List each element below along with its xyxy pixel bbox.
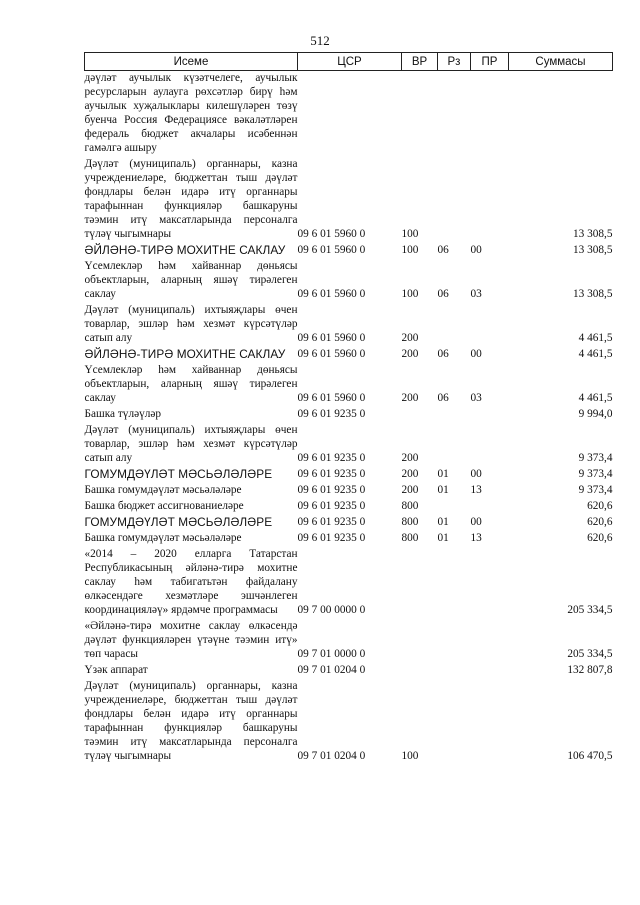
cell-vr: 200 bbox=[401, 484, 419, 496]
cell-pr bbox=[471, 157, 509, 243]
cell-csr: 09 6 01 5960 0 bbox=[297, 228, 366, 240]
cell-rz bbox=[438, 663, 471, 679]
cell-sum: 620,6 bbox=[587, 532, 613, 544]
cell-sum: 9 373,4 bbox=[578, 484, 613, 496]
cell-csr: 09 6 01 5960 0 bbox=[297, 348, 366, 360]
cell-name: Үсемлекләр һәм хайваннар дөньясы объектларын, аларның яшәү тирәлеген саклау bbox=[84, 364, 298, 404]
budget-table bbox=[84, 52, 613, 765]
cell-vr bbox=[402, 71, 438, 158]
cell-sum: 9 373,4 bbox=[578, 468, 613, 480]
cell-name: Дәүләт (муниципаль) органнары, казна учреждениеләре, бюджеттан тыш дәүләт фондлары белән идарә итү органнары тарафыннан функцияләр башкаруны тәэмин итү максатларында персоналга түләү чыгымнары bbox=[84, 680, 298, 762]
cell-csr: 09 6 01 9235 0 bbox=[297, 408, 366, 420]
cell-rz: 06 bbox=[437, 392, 449, 404]
table-row bbox=[85, 347, 613, 363]
cell-sum: 106 470,5 bbox=[567, 750, 613, 762]
cell-csr: 09 7 01 0204 0 bbox=[297, 750, 366, 762]
cell-sum: 205 334,5 bbox=[567, 604, 613, 616]
cell-csr: 09 6 01 5960 0 bbox=[297, 392, 366, 404]
table-row bbox=[85, 499, 613, 515]
cell-sum: 205 334,5 bbox=[567, 648, 613, 660]
cell-rz bbox=[438, 407, 471, 423]
cell-vr: 100 bbox=[401, 244, 419, 256]
column-header-csr: ЦСР bbox=[298, 53, 402, 71]
cell-rz bbox=[438, 303, 471, 347]
cell-pr: 03 bbox=[470, 288, 482, 300]
table-body bbox=[85, 71, 613, 766]
cell-vr: 200 bbox=[401, 392, 419, 404]
cell-vr: 200 bbox=[401, 452, 419, 464]
table-row bbox=[85, 363, 613, 407]
table-row bbox=[85, 679, 613, 765]
cell-sum: 4 461,5 bbox=[578, 348, 613, 360]
cell-rz: 06 bbox=[437, 244, 449, 256]
table-row bbox=[85, 531, 613, 547]
table-row bbox=[85, 423, 613, 467]
cell-pr bbox=[471, 71, 509, 158]
cell-vr: 100 bbox=[401, 228, 419, 240]
column-header-pr: ПР bbox=[471, 53, 509, 71]
cell-csr: 09 6 01 9235 0 bbox=[297, 468, 366, 480]
table-row bbox=[85, 243, 613, 259]
cell-csr: 09 6 01 9235 0 bbox=[297, 484, 366, 496]
cell-vr: 200 bbox=[401, 332, 419, 344]
cell-sum: 620,6 bbox=[587, 500, 613, 512]
cell-pr bbox=[471, 423, 509, 467]
cell-vr: 100 bbox=[401, 288, 419, 300]
column-header-name: Исеме bbox=[85, 53, 298, 71]
cell-csr: 09 7 00 0000 0 bbox=[297, 604, 366, 616]
cell-name: Дәүләт (муниципаль) ихтыяҗлары өчен товарлар, эшләр һәм хезмәт күрсәтүләр сатып алу bbox=[84, 304, 298, 344]
cell-sum: 9 994,0 bbox=[578, 408, 613, 420]
cell-rz: 06 bbox=[437, 348, 449, 360]
cell-vr bbox=[402, 407, 438, 423]
table-row bbox=[85, 71, 613, 158]
cell-sum: 132 807,8 bbox=[567, 664, 613, 676]
cell-vr: 800 bbox=[401, 516, 419, 528]
cell-csr: 09 6 01 5960 0 bbox=[297, 288, 366, 300]
cell-sum: 13 308,5 bbox=[572, 228, 613, 240]
cell-pr bbox=[471, 679, 509, 765]
cell-name: Башка түләүләр bbox=[84, 408, 162, 420]
table-header bbox=[85, 53, 613, 71]
cell-rz bbox=[438, 619, 471, 663]
cell-sum: 9 373,4 bbox=[578, 452, 613, 464]
cell-vr bbox=[402, 547, 438, 619]
cell-pr: 03 bbox=[470, 392, 482, 404]
cell-csr: 09 6 01 5960 0 bbox=[297, 244, 366, 256]
cell-vr: 800 bbox=[401, 500, 419, 512]
cell-csr: 09 6 01 9235 0 bbox=[297, 452, 366, 464]
cell-pr bbox=[471, 619, 509, 663]
page-number: 512 bbox=[310, 33, 330, 48]
cell-rz bbox=[438, 679, 471, 765]
cell-pr: 00 bbox=[470, 244, 482, 256]
cell-pr: 13 bbox=[470, 532, 482, 544]
cell-name: Дәүләт (муниципаль) ихтыяҗлары өчен товарлар, эшләр һәм хезмәт күрсәтүләр сатып алу bbox=[84, 424, 298, 464]
cell-csr: 09 6 01 9235 0 bbox=[297, 500, 366, 512]
cell-name: ӘЙЛӘНӘ-ТИРӘ МОХИТНЕ САКЛАУ bbox=[84, 243, 286, 257]
cell-rz: 01 bbox=[437, 468, 449, 480]
cell-name: Башка бюджет ассигнованиеләре bbox=[84, 500, 244, 512]
cell-rz bbox=[438, 71, 471, 158]
cell-sum bbox=[509, 71, 613, 158]
cell-vr: 200 bbox=[401, 348, 419, 360]
cell-sum: 620,6 bbox=[587, 516, 613, 528]
cell-name: Үсемлекләр һәм хайваннар дөньясы объектларын, аларның яшәү тирәлеген саклау bbox=[84, 260, 298, 300]
table-row bbox=[85, 663, 613, 679]
cell-name: ГОМУМДӘҮЛӘТ МӘСЬӘЛӘЛӘРЕ bbox=[84, 467, 273, 481]
cell-pr: 00 bbox=[470, 516, 482, 528]
table-row bbox=[85, 259, 613, 303]
cell-vr bbox=[402, 663, 438, 679]
cell-name: «2014 – 2020 елларга Татарстан Республикасының әйләнә-тирә мохитне саклау һәм табигатьтән файдалану өлкәсендәге хезмәтләре эшчәнлеген координацияләү» ярдәмче программасы bbox=[84, 548, 298, 616]
cell-csr: 09 7 01 0000 0 bbox=[297, 648, 366, 660]
cell-rz bbox=[438, 157, 471, 243]
cell-rz bbox=[438, 499, 471, 515]
cell-csr: 09 7 01 0204 0 bbox=[297, 664, 366, 676]
cell-name: «Әйләнә-тирә мохитне саклау өлкәсендә дәүләт функцияләрен үтәүне тәэмин итү» төп чарасы bbox=[84, 620, 298, 660]
table-row bbox=[85, 483, 613, 499]
table-row bbox=[85, 547, 613, 619]
cell-name: Башка гомумдәүләт мәсьәләләре bbox=[84, 532, 242, 544]
cell-csr bbox=[298, 71, 402, 158]
cell-rz: 06 bbox=[437, 288, 449, 300]
cell-rz: 01 bbox=[437, 484, 449, 496]
cell-vr: 800 bbox=[401, 532, 419, 544]
table-row bbox=[85, 157, 613, 243]
cell-rz: 01 bbox=[437, 532, 449, 544]
cell-pr bbox=[471, 547, 509, 619]
cell-csr: 09 6 01 5960 0 bbox=[297, 332, 366, 344]
cell-vr: 200 bbox=[401, 468, 419, 480]
cell-pr: 00 bbox=[470, 468, 482, 480]
cell-sum: 13 308,5 bbox=[572, 244, 613, 256]
table-row bbox=[85, 619, 613, 663]
column-header-vr: ВР bbox=[402, 53, 438, 71]
cell-vr: 100 bbox=[401, 750, 419, 762]
cell-pr: 00 bbox=[470, 348, 482, 360]
cell-pr bbox=[471, 407, 509, 423]
cell-name: Дәүләт (муниципаль) органнары, казна учреждениеләре, бюджеттан тыш дәүләт фондлары белән идарә итү органнары тарафыннан функцияләр башкаруны тәэмин итү максатларында персоналга түләү чыгымнары bbox=[84, 158, 298, 240]
cell-pr bbox=[471, 663, 509, 679]
column-header-rz: Рз bbox=[438, 53, 471, 71]
cell-name: Үзәк аппарат bbox=[84, 664, 148, 676]
column-header-sum: Суммасы bbox=[509, 53, 613, 71]
cell-csr: 09 6 01 9235 0 bbox=[297, 516, 366, 528]
cell-pr bbox=[471, 499, 509, 515]
cell-sum: 4 461,5 bbox=[578, 392, 613, 404]
cell-pr: 13 bbox=[470, 484, 482, 496]
cell-rz bbox=[438, 547, 471, 619]
table-row bbox=[85, 515, 613, 531]
table-row bbox=[85, 303, 613, 347]
cell-sum: 13 308,5 bbox=[572, 288, 613, 300]
cell-rz bbox=[438, 423, 471, 467]
cell-name: ГОМУМДӘҮЛӘТ МӘСЬӘЛӘЛӘРЕ bbox=[84, 515, 273, 529]
cell-name: ӘЙЛӘНӘ-ТИРӘ МОХИТНЕ САКЛАУ bbox=[84, 347, 286, 361]
cell-vr bbox=[402, 619, 438, 663]
cell-pr bbox=[471, 303, 509, 347]
table-row bbox=[85, 407, 613, 423]
cell-name: дәүләт аучылык күзәтчелеге, аучылык ресурсларын аулауга рөхсәтләр бирү һәм аучылык хуҗалыклары килешүләрен төзү буенча Россия Федерациясе вәкаләтләрен федераль бюджет акчалары исәбеннән гамәлгә ашыру bbox=[84, 72, 298, 154]
cell-sum: 4 461,5 bbox=[578, 332, 613, 344]
table-row bbox=[85, 467, 613, 483]
cell-rz: 01 bbox=[437, 516, 449, 528]
cell-csr: 09 6 01 9235 0 bbox=[297, 532, 366, 544]
cell-name: Башка гомумдәүләт мәсьәләләре bbox=[84, 484, 242, 496]
